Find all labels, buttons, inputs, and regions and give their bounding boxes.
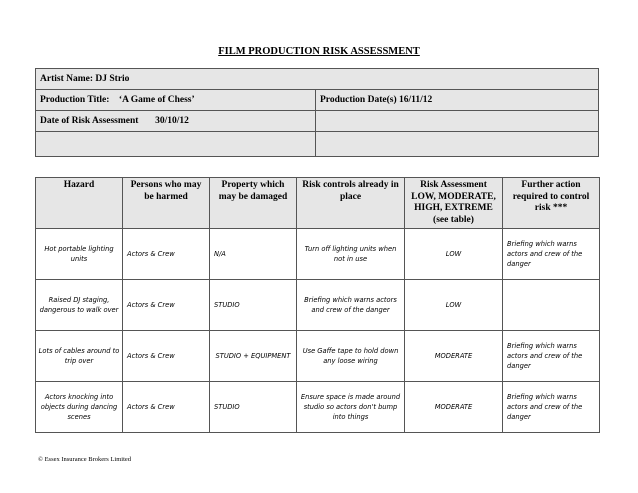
table-row <box>36 331 600 382</box>
controls-cell: Turn off lighting units when not in use <box>297 229 405 280</box>
controls-cell: Use Gaffe tape to hold down any loose wiring <box>297 331 405 382</box>
table-header-row <box>36 178 600 229</box>
header-hazard: Hazard <box>36 178 123 229</box>
hazard-cell: Raised DJ staging, dangerous to walk over <box>36 280 123 331</box>
header-property: Property which may be damaged <box>210 178 297 229</box>
table-row <box>36 229 600 280</box>
assessment-cell: LOW <box>405 280 503 331</box>
artist-name: Artist Name: DJ Strio <box>36 69 599 90</box>
persons-cell: Actors & Crew <box>123 382 210 433</box>
production-dates: Production Date(s) 16/11/12 <box>316 90 599 111</box>
header-further-action: Further action required to control risk *** <box>503 178 600 229</box>
assessment-cell: MODERATE <box>405 331 503 382</box>
property-cell: STUDIO <box>210 280 297 331</box>
assessment-cell: LOW <box>405 229 503 280</box>
further-action-cell: Briefing which warns actors and crew of the danger <box>503 382 600 433</box>
risk-table <box>35 177 600 433</box>
property-cell: STUDIO <box>210 382 297 433</box>
header-persons: Persons who may be harmed <box>123 178 210 229</box>
controls-cell: Ensure space is made around studio so actors don't bump into things <box>297 382 405 433</box>
document-title: FILM PRODUCTION RISK ASSESSMENT <box>218 46 420 57</box>
header-risk-assessment: Risk Assessment LOW, MODERATE, HIGH, EXTREME (see table) <box>405 178 503 229</box>
assessment-cell: MODERATE <box>405 382 503 433</box>
persons-cell: Actors & Crew <box>123 331 210 382</box>
property-cell: STUDIO + EQUIPMENT <box>210 331 297 382</box>
controls-cell: Briefing which warns actors and crew of the danger <box>297 280 405 331</box>
table-row <box>36 382 600 433</box>
persons-cell: Actors & Crew <box>123 280 210 331</box>
further-action-cell <box>503 280 600 331</box>
date-of-risk-assessment: Date of Risk Assessment 30/10/12 <box>36 111 316 132</box>
hazard-cell: Hot portable lighting units <box>36 229 123 280</box>
table-row <box>36 280 600 331</box>
further-action-cell: Briefing which warns actors and crew of the danger <box>503 229 600 280</box>
production-title: Production Title: ‘A Game of Chess’ <box>36 90 316 111</box>
info-empty-cell <box>316 111 599 132</box>
info-empty-cell <box>316 132 599 157</box>
copyright-footer: © Essex Insurance Brokers Limited <box>38 456 132 463</box>
further-action-cell: Briefing which warns actors and crew of the danger <box>503 331 600 382</box>
persons-cell: Actors & Crew <box>123 229 210 280</box>
header-risk-controls: Risk controls already in place <box>297 178 405 229</box>
info-empty-cell <box>36 132 316 157</box>
hazard-cell: Lots of cables around to trip over <box>36 331 123 382</box>
property-cell: N/A <box>210 229 297 280</box>
production-info-table <box>35 68 599 157</box>
hazard-cell: Actors knocking into objects during dancing scenes <box>36 382 123 433</box>
